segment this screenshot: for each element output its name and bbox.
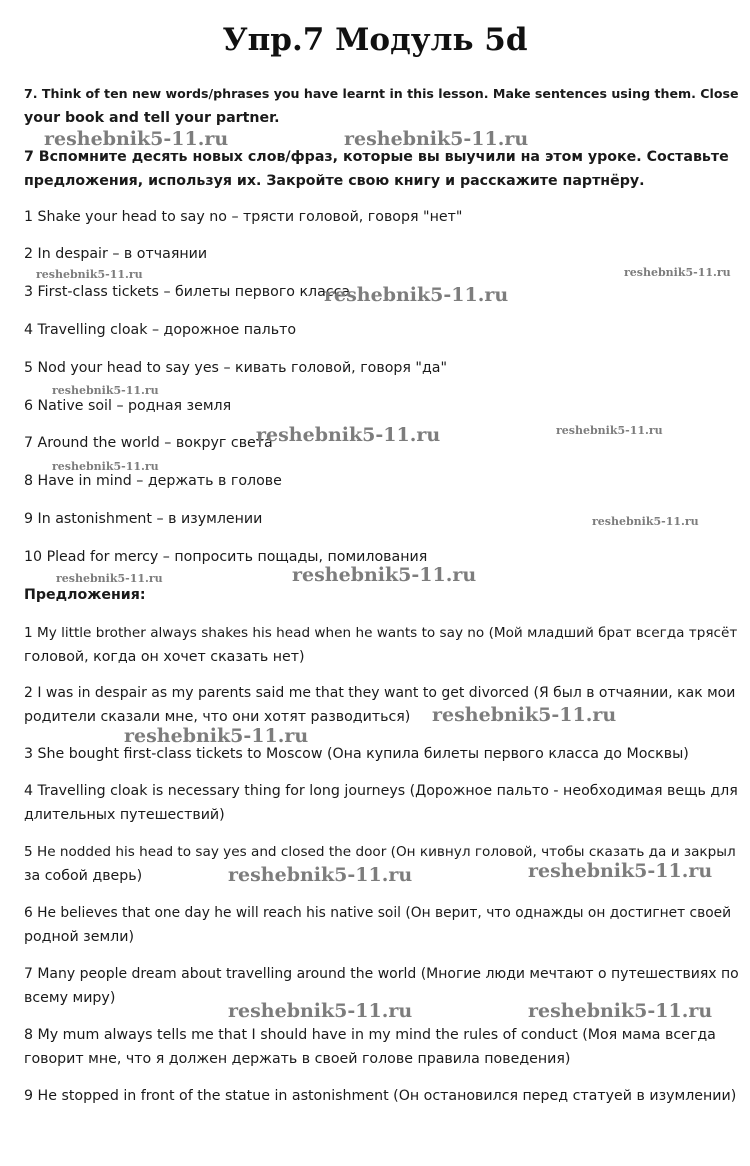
sentence-line: 9 He stopped in front of the statue in astonishment (Он остановился перед статуей в изумлении) [24,1088,737,1104]
watermark: reshebnik5-11.ru [228,864,413,886]
page-title: Упр.7 Модуль 5d [222,22,528,58]
sentence-line: 5 He nodded his head to say yes and closed the door (Он кивнул головой, чтобы сказать да и закрыл [24,844,736,860]
sentence-line: 3 She bought first-class tickets to Moscow (Она купила билеты первого класса до Москвы) [24,746,689,762]
sentences-heading: Предложения: [24,587,146,603]
phrase-item: 4 Travelling cloak – дорожное пальто [24,322,297,338]
watermark: reshebnik5-11.ru [592,515,699,528]
task-en-line-1: 7. Think of ten new words/phrases you have learnt in this lesson. Make sentences using them. Close [24,86,739,101]
sentence-line: 7 Many people dream about travelling around the world (Многие люди мечтают о путешествиях по [24,966,739,982]
phrase-item: 5 Nod your head to say yes – кивать головой, говоря "да" [24,360,447,376]
sentence-line: 4 Travelling cloak is necessary thing for long journeys (Дорожное пальто - необходимая вещь для [24,783,738,799]
watermark: reshebnik5-11.ru [56,572,163,585]
task-en-line-2: your book and tell your partner. [24,110,280,126]
sentence-line: 1 My little brother always shakes his head when he wants to say no (Мой младший брат всегда трясёт [24,625,738,641]
watermark: reshebnik5-11.ru [344,128,529,150]
phrase-item: 9 In astonishment – в изумлении [24,511,263,527]
phrase-item: 6 Native soil – родная земля [24,398,232,414]
watermark: reshebnik5-11.ru [228,1000,413,1022]
watermark: reshebnik5-11.ru [36,268,143,281]
phrase-item: 1 Shake your head to say no – трясти головой, говоря "нет" [24,209,463,225]
watermark: reshebnik5-11.ru [124,725,309,747]
watermark: reshebnik5-11.ru [256,424,441,446]
sentence-line: длительных путешествий) [24,807,225,823]
phrase-item: 3 First-class tickets – билеты первого класса [24,284,351,300]
watermark: reshebnik5-11.ru [324,284,509,306]
sentence-line: 6 He believes that one day he will reach his native soil (Он верит, что однажды он достигнет своей [24,905,732,921]
watermark: reshebnik5-11.ru [52,384,159,397]
watermark: reshebnik5-11.ru [624,266,731,279]
phrase-item: 8 Have in mind – держать в голове [24,473,282,489]
watermark: reshebnik5-11.ru [44,128,229,150]
watermark: reshebnik5-11.ru [52,460,159,473]
watermark: reshebnik5-11.ru [528,860,713,882]
watermark: reshebnik5-11.ru [292,564,477,586]
sentence-line: родители сказали мне, что они хотят разводиться) [24,709,411,725]
sentence-line: головой, когда он хочет сказать нет) [24,649,305,665]
watermark: reshebnik5-11.ru [556,424,663,437]
sentence-line: родной земли) [24,929,134,945]
sentence-line: 8 My mum always tells me that I should have in my mind the rules of conduct (Моя мама всегда [24,1027,716,1043]
sentence-line: говорит мне, что я должен держать в своей голове правила поведения) [24,1051,571,1067]
phrase-item: 2 In despair – в отчаянии [24,246,208,262]
sentence-line: за собой дверь) [24,868,143,884]
phrase-item: 7 Around the world – вокруг света [24,435,273,451]
watermark: reshebnik5-11.ru [432,704,617,726]
task-ru-line-1: 7 Вспомните десять новых слов/фраз, которые вы выучили на этом уроке. Составьте [24,149,729,165]
phrase-item: 10 Plead for mercy – попросить пощады, помилования [24,549,428,565]
sentence-line: 2 I was in despair as my parents said me that they want to get divorced (Я был в отчаянии, как мои [24,685,736,701]
task-ru-line-2: предложения, используя их. Закройте свою книгу и расскажите партнёру. [24,173,645,189]
sentence-line: всему миру) [24,990,116,1006]
watermark: reshebnik5-11.ru [528,1000,713,1022]
